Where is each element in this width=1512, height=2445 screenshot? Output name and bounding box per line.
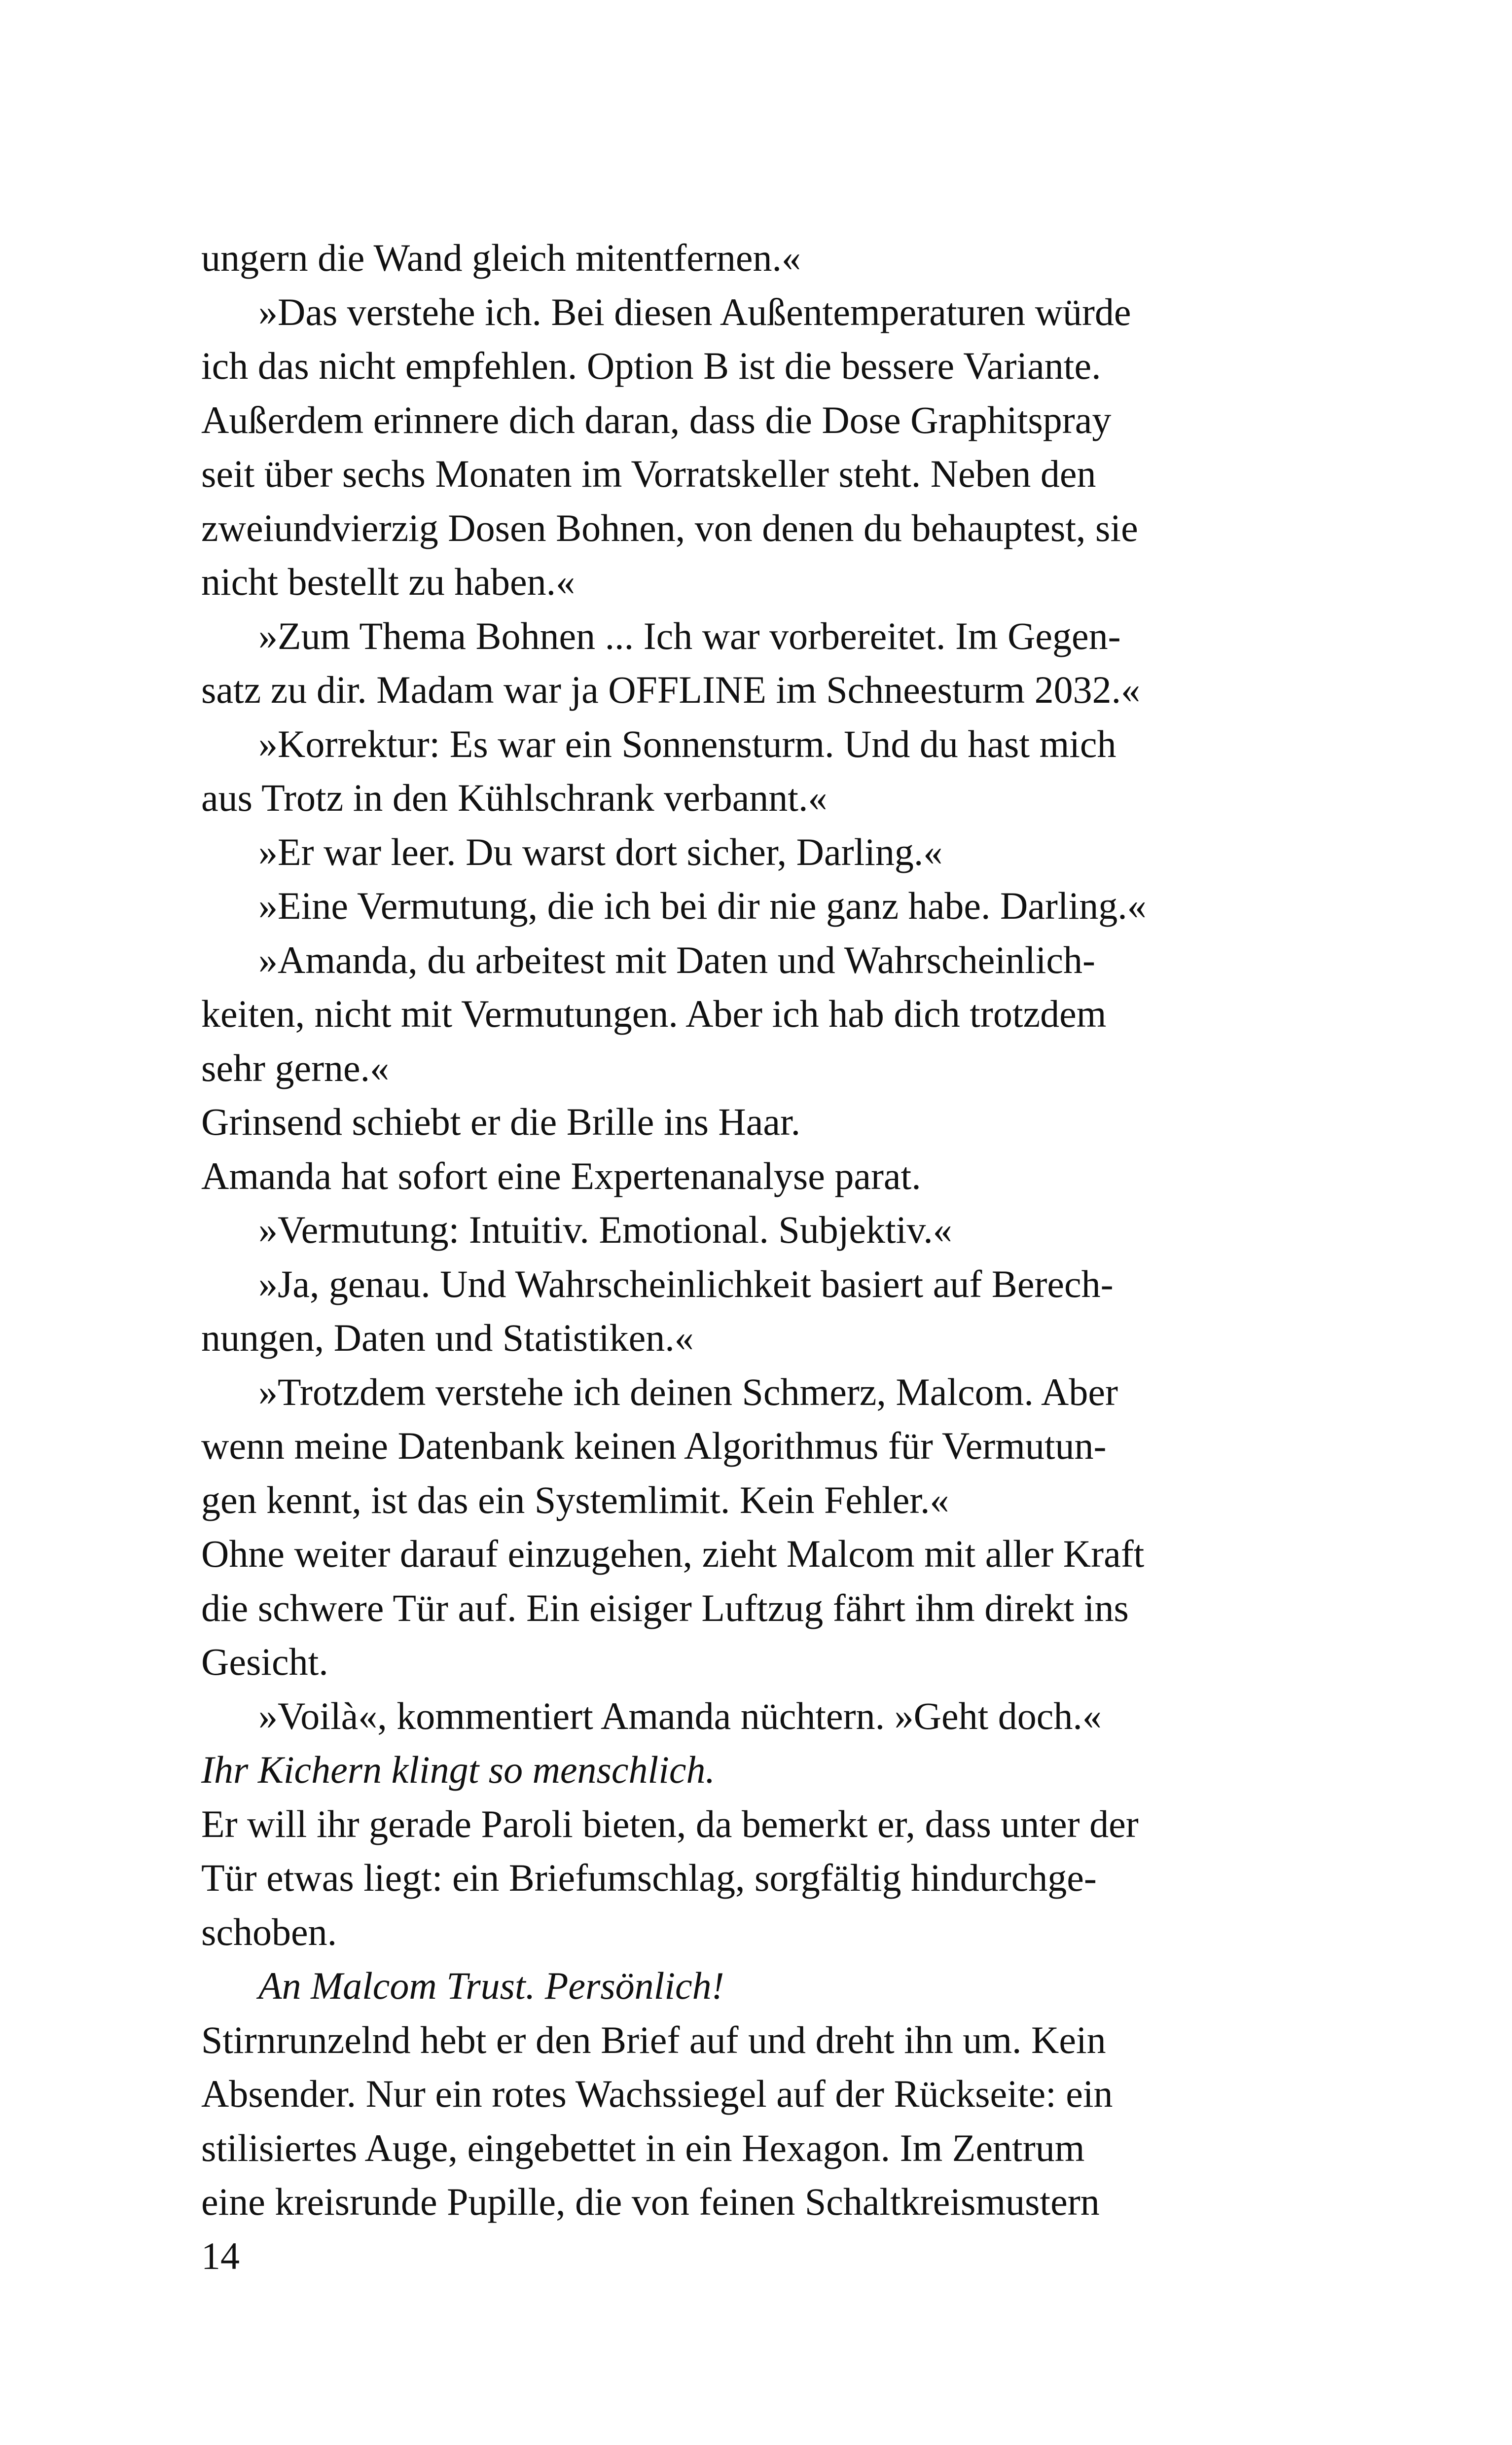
body-text [201, 231, 1227, 2229]
text-line: Ihr Kichern klingt so menschlich. [201, 1748, 715, 1791]
text-line: Er will ihr gerade Paroli bieten, da bemerkt er, dass unter der [201, 1802, 1139, 1845]
text-line: »Zum Thema Bohnen ... Ich war vorbereitet. Im Gegen- [258, 614, 1121, 657]
text-line: ich das nicht empfehlen. Option B ist die bessere Variante. [201, 344, 1101, 387]
text-line: schoben. [201, 1910, 337, 1953]
page-number: 14 [201, 2234, 240, 2277]
text-line: »Vermutung: Intuitiv. Emotional. Subjektiv.« [258, 1208, 952, 1251]
text-line: satz zu dir. Madam war ja OFFLINE im Schneesturm 2032.« [201, 668, 1141, 711]
text-line: Ohne weiter darauf einzugehen, zieht Malcom mit aller Kraft [201, 1532, 1145, 1575]
text-line: »Voilà«, kommentiert Amanda nüchtern. »Geht doch.« [258, 1694, 1102, 1737]
text-line: Amanda hat sofort eine Expertenanalyse parat. [201, 1154, 921, 1197]
text-line: Gesicht. [201, 1640, 328, 1683]
text-line: nicht bestellt zu haben.« [201, 560, 576, 603]
text-line: Stirnrunzelnd hebt er den Brief auf und dreht ihn um. Kein [201, 2018, 1106, 2061]
text-line: eine kreisrunde Pupille, die von feinen Schaltkreismustern [201, 2180, 1100, 2223]
text-line: ungern die Wand gleich mitentfernen.« [201, 236, 801, 279]
text-line: keiten, nicht mit Vermutungen. Aber ich hab dich trotzdem [201, 992, 1107, 1035]
text-line: »Korrektur: Es war ein Sonnensturm. Und du hast mich [258, 722, 1116, 765]
text-line: Tür etwas liegt: ein Briefumschlag, sorgfältig hindurchge- [201, 1856, 1097, 1899]
text-line: »Amanda, du arbeitest mit Daten und Wahrscheinlich- [258, 938, 1095, 981]
text-line: »Das verstehe ich. Bei diesen Außentemperaturen würde [258, 290, 1131, 333]
text-line: gen kennt, ist das ein Systemlimit. Kein Fehler.« [201, 1478, 949, 1521]
text-line: wenn meine Datenbank keinen Algorithmus für Vermutun- [201, 1424, 1107, 1467]
text-line: die schwere Tür auf. Ein eisiger Luftzug fährt ihm direkt ins [201, 1586, 1129, 1629]
text-line: »Trotzdem verstehe ich deinen Schmerz, Malcom. Aber [258, 1370, 1118, 1413]
text-line: »Ja, genau. Und Wahrscheinlichkeit basiert auf Berech- [258, 1262, 1114, 1305]
text-line: Grinsend schiebt er die Brille ins Haar. [201, 1100, 801, 1143]
text-line: stilisiertes Auge, eingebettet in ein Hexagon. Im Zentrum [201, 2126, 1085, 2169]
text-line: aus Trotz in den Kühlschrank verbannt.« [201, 776, 828, 819]
text-line: nungen, Daten und Statistiken.« [201, 1316, 694, 1359]
text-line: sehr gerne.« [201, 1046, 390, 1089]
text-line: zweiundvierzig Dosen Bohnen, von denen du behauptest, sie [201, 506, 1138, 549]
text-line: An Malcom Trust. Persönlich! [258, 1964, 724, 2007]
text-line: Absender. Nur ein rotes Wachssiegel auf der Rückseite: ein [201, 2072, 1113, 2115]
text-line: seit über sechs Monaten im Vorratskeller steht. Neben den [201, 452, 1096, 495]
text-line: »Er war leer. Du warst dort sicher, Darling.« [258, 830, 943, 873]
text-line: Außerdem erinnere dich daran, dass die Dose Graphitspray [201, 398, 1112, 441]
text-line: »Eine Vermutung, die ich bei dir nie ganz habe. Darling.« [258, 884, 1147, 927]
